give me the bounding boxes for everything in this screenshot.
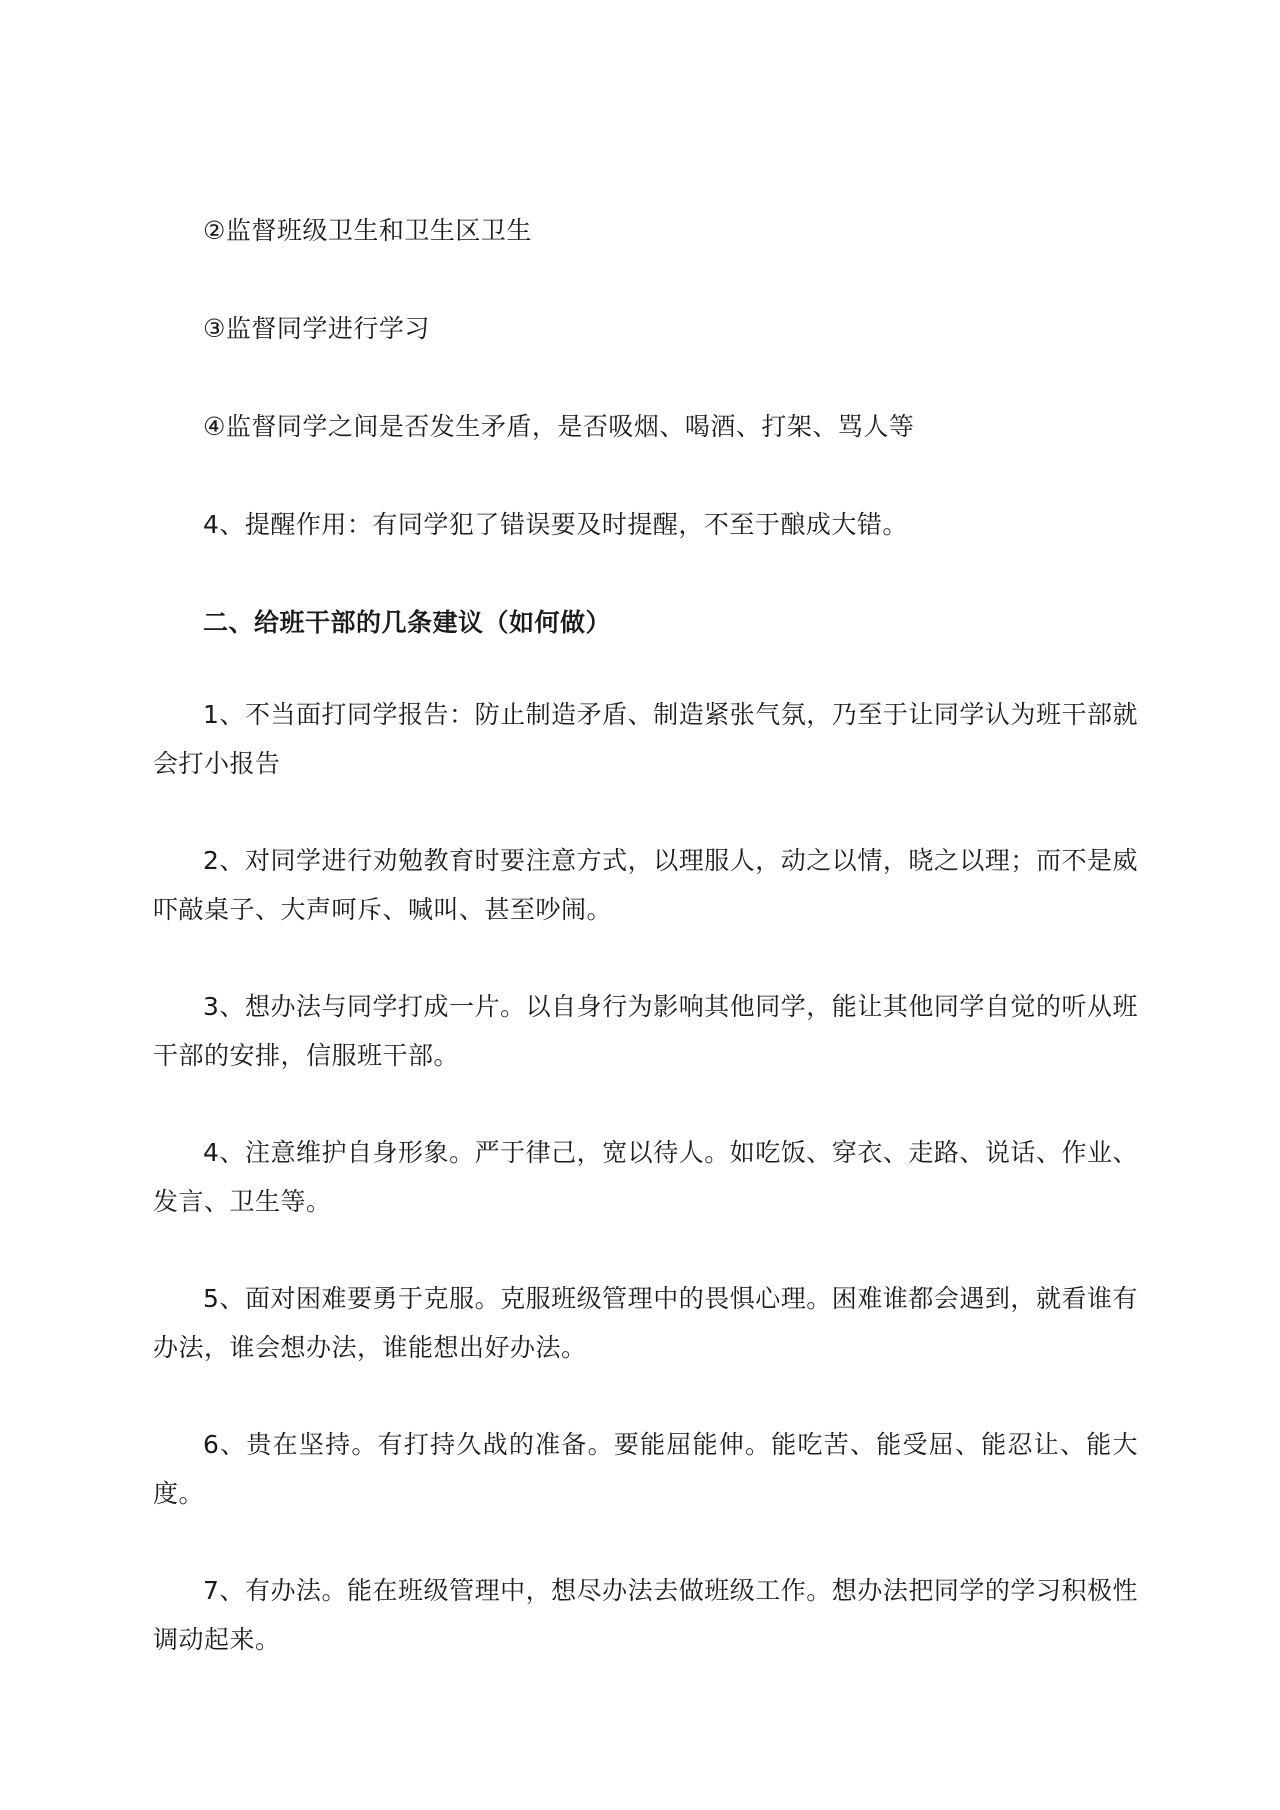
duty-item-3: ③监督同学进行学习 — [203, 314, 430, 343]
suggestion-2: 2、对同学进行劝勉教育时要注意方式，以理服人，动之以情，晓之以理；而不是威吓敲桌子、大声呵斥、喊叫、甚至吵闹。 — [153, 846, 1138, 924]
duty-item-2: ②监督班级卫生和卫生区卫生 — [203, 216, 532, 245]
suggestion-3: 3、想办法与同学打成一片。以自身行为影响其他同学，能让其他同学自觉的听从班干部的安排，信服班干部。 — [153, 992, 1138, 1070]
section-title: 二、给班干部的几条建议（如何做） — [203, 608, 612, 637]
reminder-paragraph: 4、提醒作用：有同学犯了错误要及时提醒，不至于酿成大错。 — [203, 510, 908, 539]
suggestion-4: 4、注意维护自身形象。严于律己，宽以待人。如吃饭、穿衣、走路、说话、作业、发言、卫生等。 — [153, 1138, 1138, 1216]
suggestion-5: 5、面对困难要勇于克服。克服班级管理中的畏惧心理。困难谁都会遇到，就看谁有办法，谁会想办法，谁能想出好办法。 — [153, 1284, 1138, 1362]
suggestion-6: 6、贵在坚持。有打持久战的准备。要能屈能伸。能吃苦、能受屈、能忍让、能大度。 — [153, 1430, 1138, 1508]
suggestion-1: 1、不当面打同学报告：防止制造矛盾、制造紧张气氛，乃至于让同学认为班干部就会打小报告 — [153, 700, 1138, 778]
suggestion-7: 7、有办法。能在班级管理中，想尽办法去做班级工作。想办法把同学的学习积极性调动起来。 — [153, 1576, 1138, 1654]
duty-item-4: ④监督同学之间是否发生矛盾，是否吸烟、喝酒、打架、骂人等 — [203, 412, 915, 441]
